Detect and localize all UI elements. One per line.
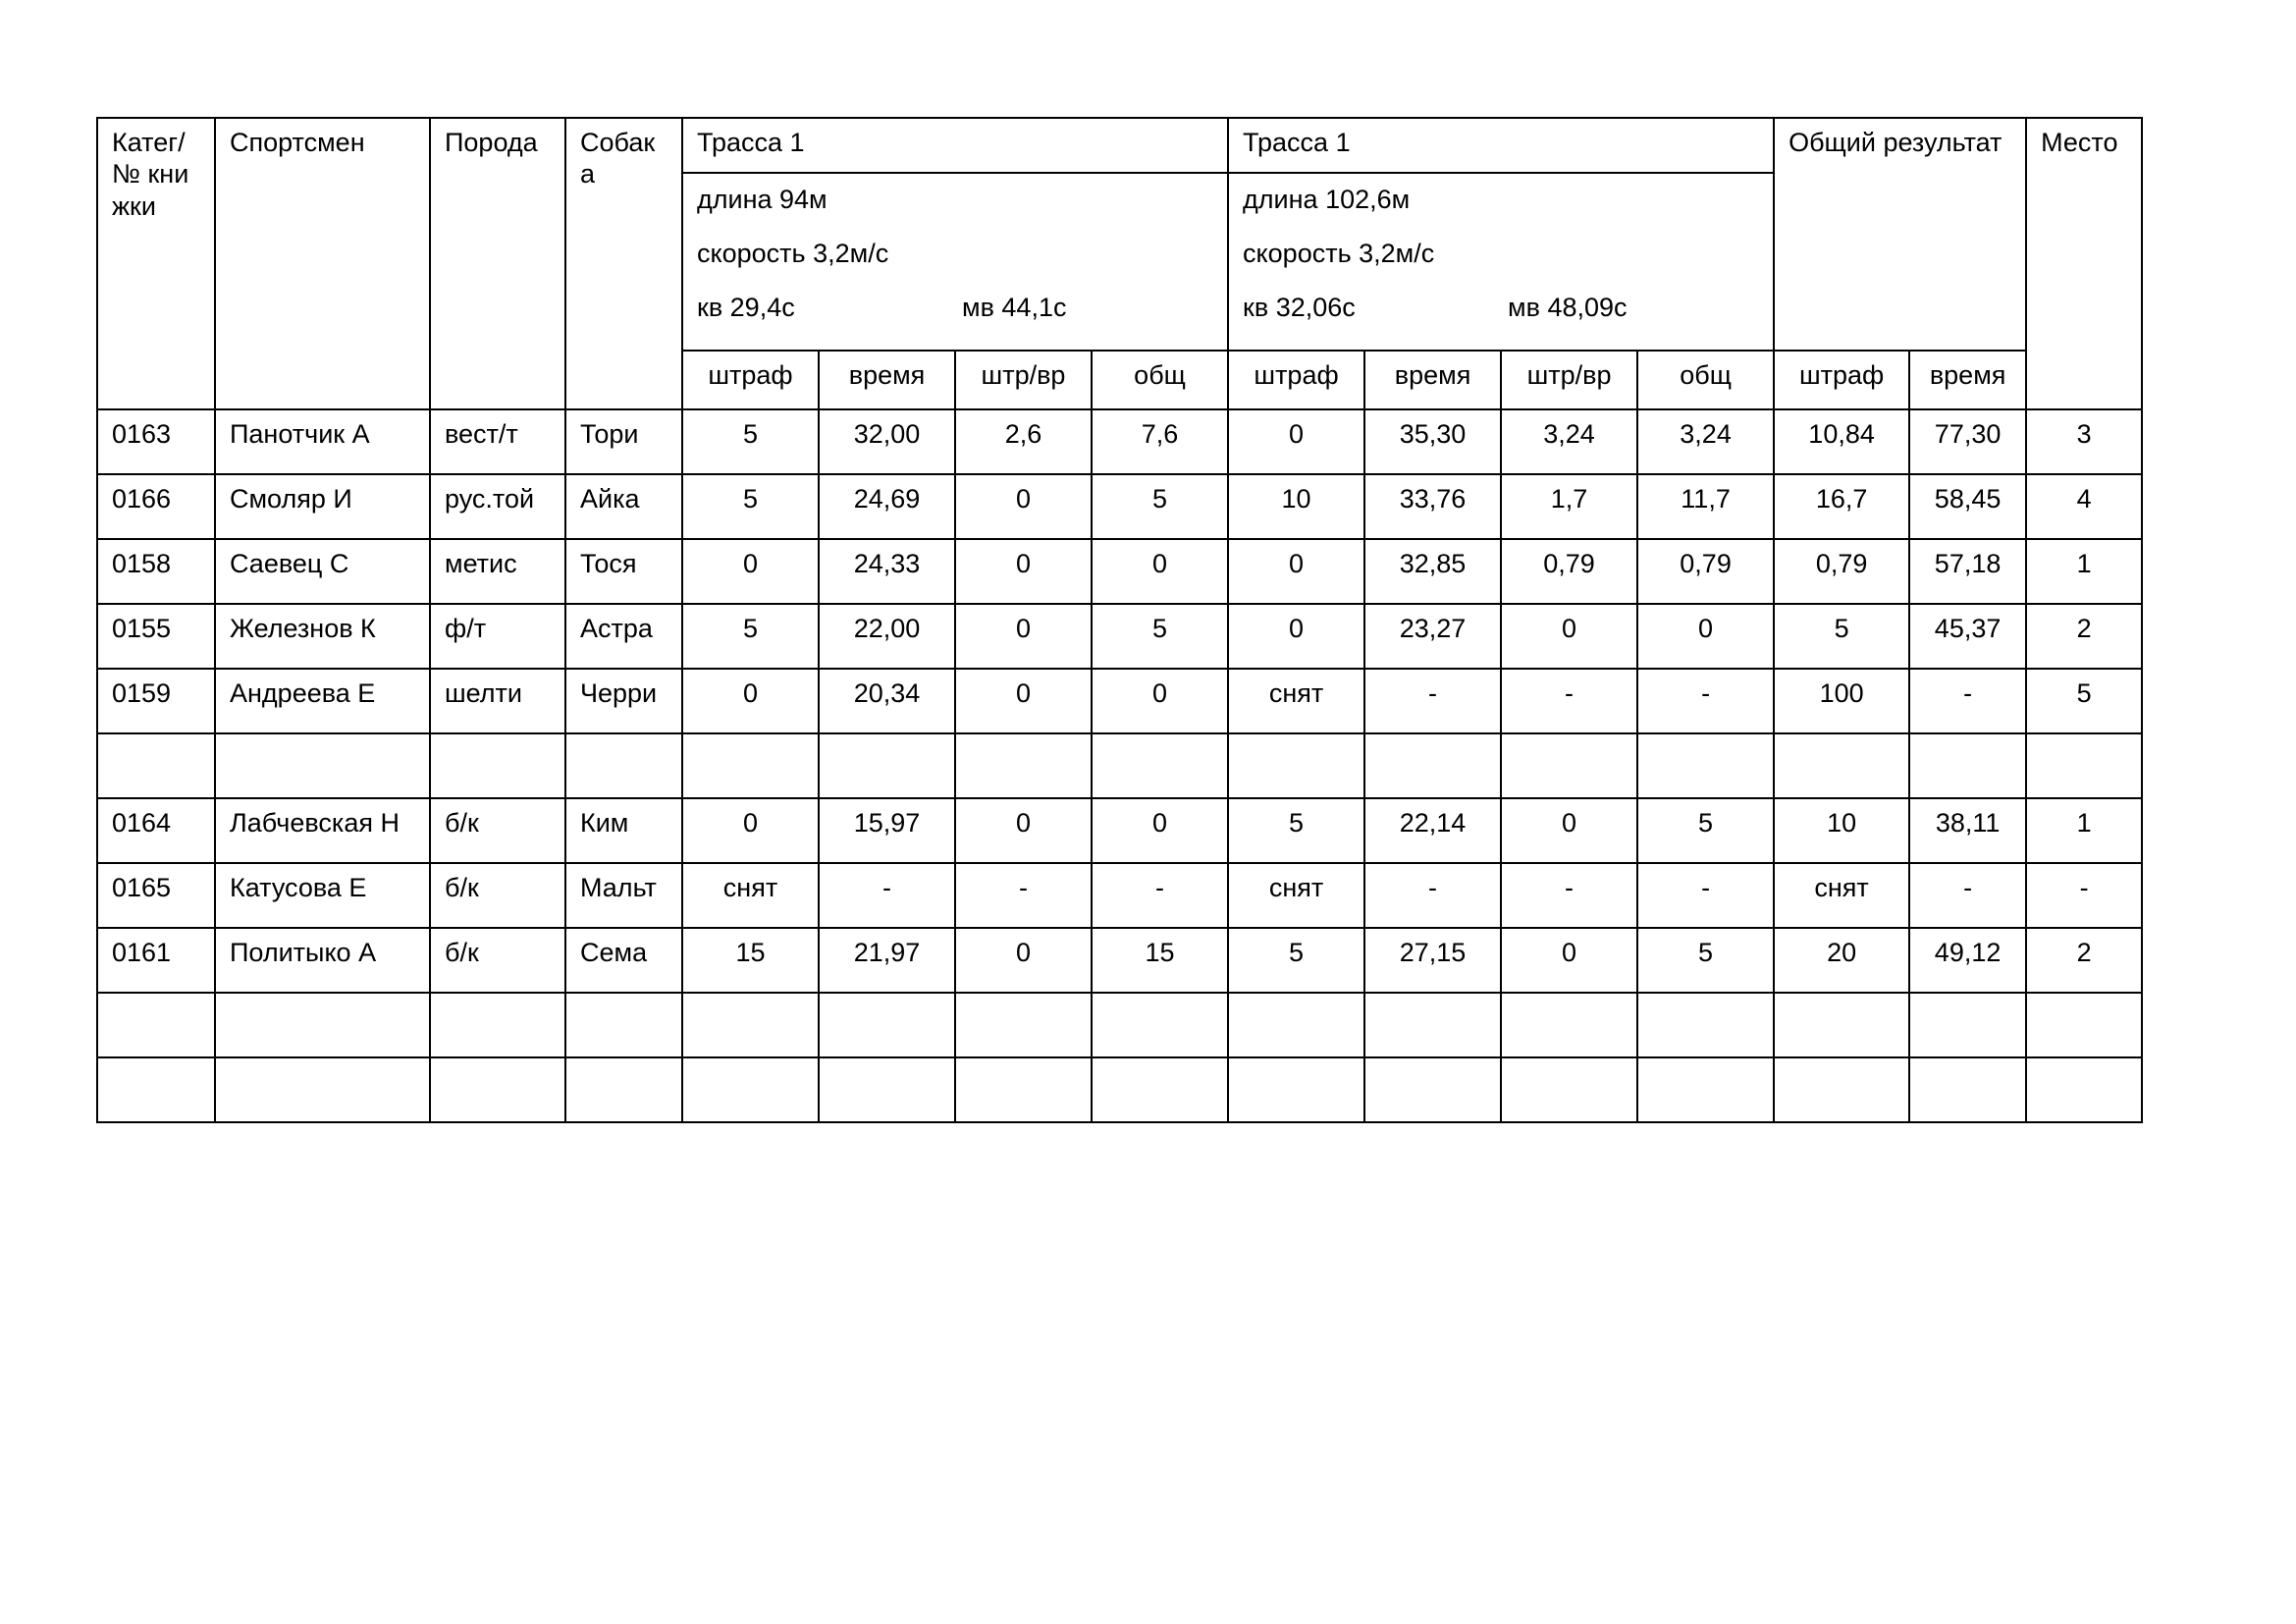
cell-place: 4 — [2026, 474, 2142, 539]
cell-overall-penalty: 100 — [1774, 669, 1909, 733]
cell-t2-pen-time: 0 — [1501, 928, 1637, 993]
cell-athlete: Лабчевская Н — [215, 798, 430, 863]
cell-t1-penalty: 5 — [682, 474, 819, 539]
track-1-mv: мв 44,1с — [962, 293, 1067, 322]
cell-overall-penalty — [1774, 1057, 1909, 1122]
cell-t2-total: 0,79 — [1637, 539, 1774, 604]
cell-overall-penalty — [1774, 733, 1909, 798]
cell-athlete: Саевец С — [215, 539, 430, 604]
cell-athlete: Катусова Е — [215, 863, 430, 928]
cell-overall-time: 58,45 — [1909, 474, 2026, 539]
cell-t1-pen-time: 0 — [955, 798, 1092, 863]
table-row — [97, 928, 2142, 993]
cell-t1-time — [819, 1057, 955, 1122]
cell-overall-time: 49,12 — [1909, 928, 2026, 993]
cell-t1-pen-time: 0 — [955, 928, 1092, 993]
overall-penalty-header: штраф — [1774, 351, 1909, 409]
cell-t1-pen-time: 0 — [955, 474, 1092, 539]
cell-t1-penalty: 15 — [682, 928, 819, 993]
cell-t1-penalty — [682, 1057, 819, 1122]
cell-t1-total: 0 — [1092, 539, 1228, 604]
cell-t2-total: 5 — [1637, 928, 1774, 993]
cell-dog: Сема — [565, 928, 682, 993]
cell-t2-pen-time: 1,7 — [1501, 474, 1637, 539]
cell-t1-pen-time: - — [955, 863, 1092, 928]
cell-overall-time: 38,11 — [1909, 798, 2026, 863]
cell-breed: шелти — [430, 669, 565, 733]
cell-overall-penalty: снят — [1774, 863, 1909, 928]
cell-t2-penalty: снят — [1228, 669, 1364, 733]
cell-breed: метис — [430, 539, 565, 604]
overall-time-header: время — [1909, 351, 2026, 409]
cell-breed: б/к — [430, 863, 565, 928]
cell-t2-time: 32,85 — [1364, 539, 1501, 604]
cell-overall-penalty: 16,7 — [1774, 474, 1909, 539]
cell-t2-total: 5 — [1637, 798, 1774, 863]
cell-t2-total — [1637, 1057, 1774, 1122]
table-body — [97, 118, 2142, 1122]
track-2-limits — [1243, 290, 1759, 344]
cell-category: 0155 — [97, 604, 215, 669]
t2-pen-time-header: штр/вр — [1501, 351, 1637, 409]
cell-overall-time — [1909, 733, 2026, 798]
cell-t1-penalty — [682, 733, 819, 798]
cell-dog: Астра — [565, 604, 682, 669]
table-row — [97, 409, 2142, 474]
track-1-kv: кв 29,4с — [697, 293, 795, 322]
cell-t2-pen-time: 0 — [1501, 798, 1637, 863]
cell-dog: Ким — [565, 798, 682, 863]
cell-t2-penalty: 0 — [1228, 409, 1364, 474]
cell-t1-time: 32,00 — [819, 409, 955, 474]
cell-overall-penalty: 5 — [1774, 604, 1909, 669]
cell-t1-pen-time — [955, 1057, 1092, 1122]
cell-t1-time: 21,97 — [819, 928, 955, 993]
cell-category: 0164 — [97, 798, 215, 863]
cell-t1-time: 24,69 — [819, 474, 955, 539]
cell-t2-penalty: 5 — [1228, 928, 1364, 993]
cell-t1-pen-time: 0 — [955, 539, 1092, 604]
cell-overall-penalty: 10,84 — [1774, 409, 1909, 474]
cell-overall-time: - — [1909, 863, 2026, 928]
cell-athlete: Панотчик А — [215, 409, 430, 474]
cell-t1-total — [1092, 993, 1228, 1057]
cell-dog: Айка — [565, 474, 682, 539]
cell-t1-penalty: 5 — [682, 409, 819, 474]
cell-overall-penalty — [1774, 993, 1909, 1057]
track-1-limits — [697, 290, 1213, 344]
cell-category: 0159 — [97, 669, 215, 733]
cell-dog: Тори — [565, 409, 682, 474]
track-2-title: Трасса 1 — [1228, 118, 1774, 173]
header-athlete: Спортсмен — [215, 118, 430, 409]
cell-breed: ф/т — [430, 604, 565, 669]
cell-t1-pen-time: 0 — [955, 604, 1092, 669]
cell-t1-total: 5 — [1092, 604, 1228, 669]
cell-t2-pen-time: 3,24 — [1501, 409, 1637, 474]
results-table — [96, 117, 2143, 1123]
cell-t1-time: - — [819, 863, 955, 928]
cell-t1-penalty — [682, 993, 819, 1057]
cell-dog — [565, 1057, 682, 1122]
cell-t2-time: - — [1364, 863, 1501, 928]
table-row — [97, 798, 2142, 863]
cell-t2-pen-time: - — [1501, 669, 1637, 733]
track-1-title: Трасса 1 — [682, 118, 1228, 173]
cell-dog — [565, 733, 682, 798]
cell-t1-time — [819, 993, 955, 1057]
cell-t2-time: 35,30 — [1364, 409, 1501, 474]
cell-overall-time — [1909, 1057, 2026, 1122]
cell-t1-pen-time: 0 — [955, 669, 1092, 733]
cell-t1-time — [819, 733, 955, 798]
header-row — [97, 118, 2142, 173]
cell-t2-pen-time — [1501, 1057, 1637, 1122]
cell-athlete: Смоляр И — [215, 474, 430, 539]
cell-t1-total — [1092, 733, 1228, 798]
t2-total-header: общ — [1637, 351, 1774, 409]
cell-t2-pen-time: 0 — [1501, 604, 1637, 669]
cell-athlete: Политыко А — [215, 928, 430, 993]
cell-athlete — [215, 993, 430, 1057]
track-2-params — [1228, 173, 1774, 351]
cell-t2-penalty: 0 — [1228, 604, 1364, 669]
track-2-kv: кв 32,06с — [1243, 293, 1356, 322]
cell-t1-penalty: 0 — [682, 798, 819, 863]
t2-time-header: время — [1364, 351, 1501, 409]
cell-t2-time: 22,14 — [1364, 798, 1501, 863]
track-2-length: длина 102,6м — [1243, 185, 1411, 214]
header-breed: Порода — [430, 118, 565, 409]
cell-t2-penalty — [1228, 733, 1364, 798]
t1-pen-time-header: штр/вр — [955, 351, 1092, 409]
table-row — [97, 733, 2142, 798]
cell-category: 0166 — [97, 474, 215, 539]
track-2-speed: скорость 3,2м/с — [1243, 239, 1435, 268]
cell-t1-total: 0 — [1092, 798, 1228, 863]
cell-t1-penalty: 0 — [682, 539, 819, 604]
cell-place: - — [2026, 863, 2142, 928]
cell-place — [2026, 993, 2142, 1057]
cell-overall-time: 45,37 — [1909, 604, 2026, 669]
cell-t1-total — [1092, 1057, 1228, 1122]
cell-athlete — [215, 733, 430, 798]
track-1-speed: скорость 3,2м/с — [697, 239, 889, 268]
table-row — [97, 1057, 2142, 1122]
cell-athlete — [215, 1057, 430, 1122]
cell-overall-time — [1909, 993, 2026, 1057]
table-row — [97, 539, 2142, 604]
cell-category: 0165 — [97, 863, 215, 928]
cell-overall-penalty: 10 — [1774, 798, 1909, 863]
cell-t2-penalty — [1228, 1057, 1364, 1122]
cell-athlete: Андреева Е — [215, 669, 430, 733]
header-place: Место — [2026, 118, 2142, 409]
cell-place — [2026, 1057, 2142, 1122]
cell-category: 0161 — [97, 928, 215, 993]
cell-t2-penalty: 10 — [1228, 474, 1364, 539]
cell-t2-time: 23,27 — [1364, 604, 1501, 669]
cell-t2-pen-time — [1501, 993, 1637, 1057]
cell-dog: Черри — [565, 669, 682, 733]
t1-penalty-header: штраф — [682, 351, 819, 409]
cell-breed: рус.той — [430, 474, 565, 539]
cell-t1-penalty: 5 — [682, 604, 819, 669]
cell-t2-time — [1364, 733, 1501, 798]
cell-overall-time: 77,30 — [1909, 409, 2026, 474]
cell-place — [2026, 733, 2142, 798]
cell-category: 0158 — [97, 539, 215, 604]
t1-total-header: общ — [1092, 351, 1228, 409]
cell-place: 5 — [2026, 669, 2142, 733]
cell-t1-pen-time — [955, 993, 1092, 1057]
cell-t2-pen-time: 0,79 — [1501, 539, 1637, 604]
cell-overall-time: - — [1909, 669, 2026, 733]
cell-t2-pen-time: - — [1501, 863, 1637, 928]
cell-t1-total: - — [1092, 863, 1228, 928]
header-overall: Общий результат — [1774, 118, 2026, 351]
cell-category — [97, 733, 215, 798]
table-row — [97, 669, 2142, 733]
cell-t2-time: 27,15 — [1364, 928, 1501, 993]
cell-breed: б/к — [430, 928, 565, 993]
cell-place: 2 — [2026, 928, 2142, 993]
cell-t1-time: 20,34 — [819, 669, 955, 733]
cell-breed — [430, 993, 565, 1057]
cell-athlete: Железнов К — [215, 604, 430, 669]
cell-t2-time — [1364, 993, 1501, 1057]
cell-t2-total: 0 — [1637, 604, 1774, 669]
cell-t2-total: 11,7 — [1637, 474, 1774, 539]
cell-t2-total — [1637, 993, 1774, 1057]
cell-overall-penalty: 0,79 — [1774, 539, 1909, 604]
cell-t1-time: 24,33 — [819, 539, 955, 604]
cell-t1-penalty: 0 — [682, 669, 819, 733]
cell-place: 3 — [2026, 409, 2142, 474]
cell-t2-penalty: снят — [1228, 863, 1364, 928]
cell-t1-total: 7,6 — [1092, 409, 1228, 474]
cell-t2-penalty: 0 — [1228, 539, 1364, 604]
cell-place: 1 — [2026, 798, 2142, 863]
cell-category — [97, 993, 215, 1057]
cell-t1-total: 0 — [1092, 669, 1228, 733]
header-category: Катег/№ книжки — [97, 118, 215, 409]
cell-place: 1 — [2026, 539, 2142, 604]
cell-t1-time: 22,00 — [819, 604, 955, 669]
cell-t1-pen-time: 2,6 — [955, 409, 1092, 474]
cell-t2-penalty: 5 — [1228, 798, 1364, 863]
track-2-mv: мв 48,09с — [1508, 293, 1628, 322]
cell-t2-time: - — [1364, 669, 1501, 733]
table-row — [97, 604, 2142, 669]
cell-t2-total — [1637, 733, 1774, 798]
t1-time-header: время — [819, 351, 955, 409]
cell-t2-total: - — [1637, 863, 1774, 928]
cell-dog: Тося — [565, 539, 682, 604]
cell-breed: вест/т — [430, 409, 565, 474]
cell-t2-total: 3,24 — [1637, 409, 1774, 474]
cell-t2-total: - — [1637, 669, 1774, 733]
table-row — [97, 993, 2142, 1057]
cell-t1-total: 15 — [1092, 928, 1228, 993]
cell-t1-penalty: снят — [682, 863, 819, 928]
cell-category: 0163 — [97, 409, 215, 474]
cell-t1-time: 15,97 — [819, 798, 955, 863]
cell-breed: б/к — [430, 798, 565, 863]
track-1-params — [682, 173, 1228, 351]
cell-overall-penalty: 20 — [1774, 928, 1909, 993]
cell-t2-penalty — [1228, 993, 1364, 1057]
cell-t1-total: 5 — [1092, 474, 1228, 539]
cell-category — [97, 1057, 215, 1122]
cell-dog — [565, 993, 682, 1057]
table-row — [97, 474, 2142, 539]
cell-t1-pen-time — [955, 733, 1092, 798]
cell-t2-pen-time — [1501, 733, 1637, 798]
cell-t2-time — [1364, 1057, 1501, 1122]
cell-breed — [430, 1057, 565, 1122]
cell-dog: Мальт — [565, 863, 682, 928]
header-dog: Собака — [565, 118, 682, 409]
t2-penalty-header: штраф — [1228, 351, 1364, 409]
table-row — [97, 863, 2142, 928]
cell-t2-time: 33,76 — [1364, 474, 1501, 539]
cell-overall-time: 57,18 — [1909, 539, 2026, 604]
cell-place: 2 — [2026, 604, 2142, 669]
cell-breed — [430, 733, 565, 798]
track-1-length: длина 94м — [697, 185, 828, 214]
